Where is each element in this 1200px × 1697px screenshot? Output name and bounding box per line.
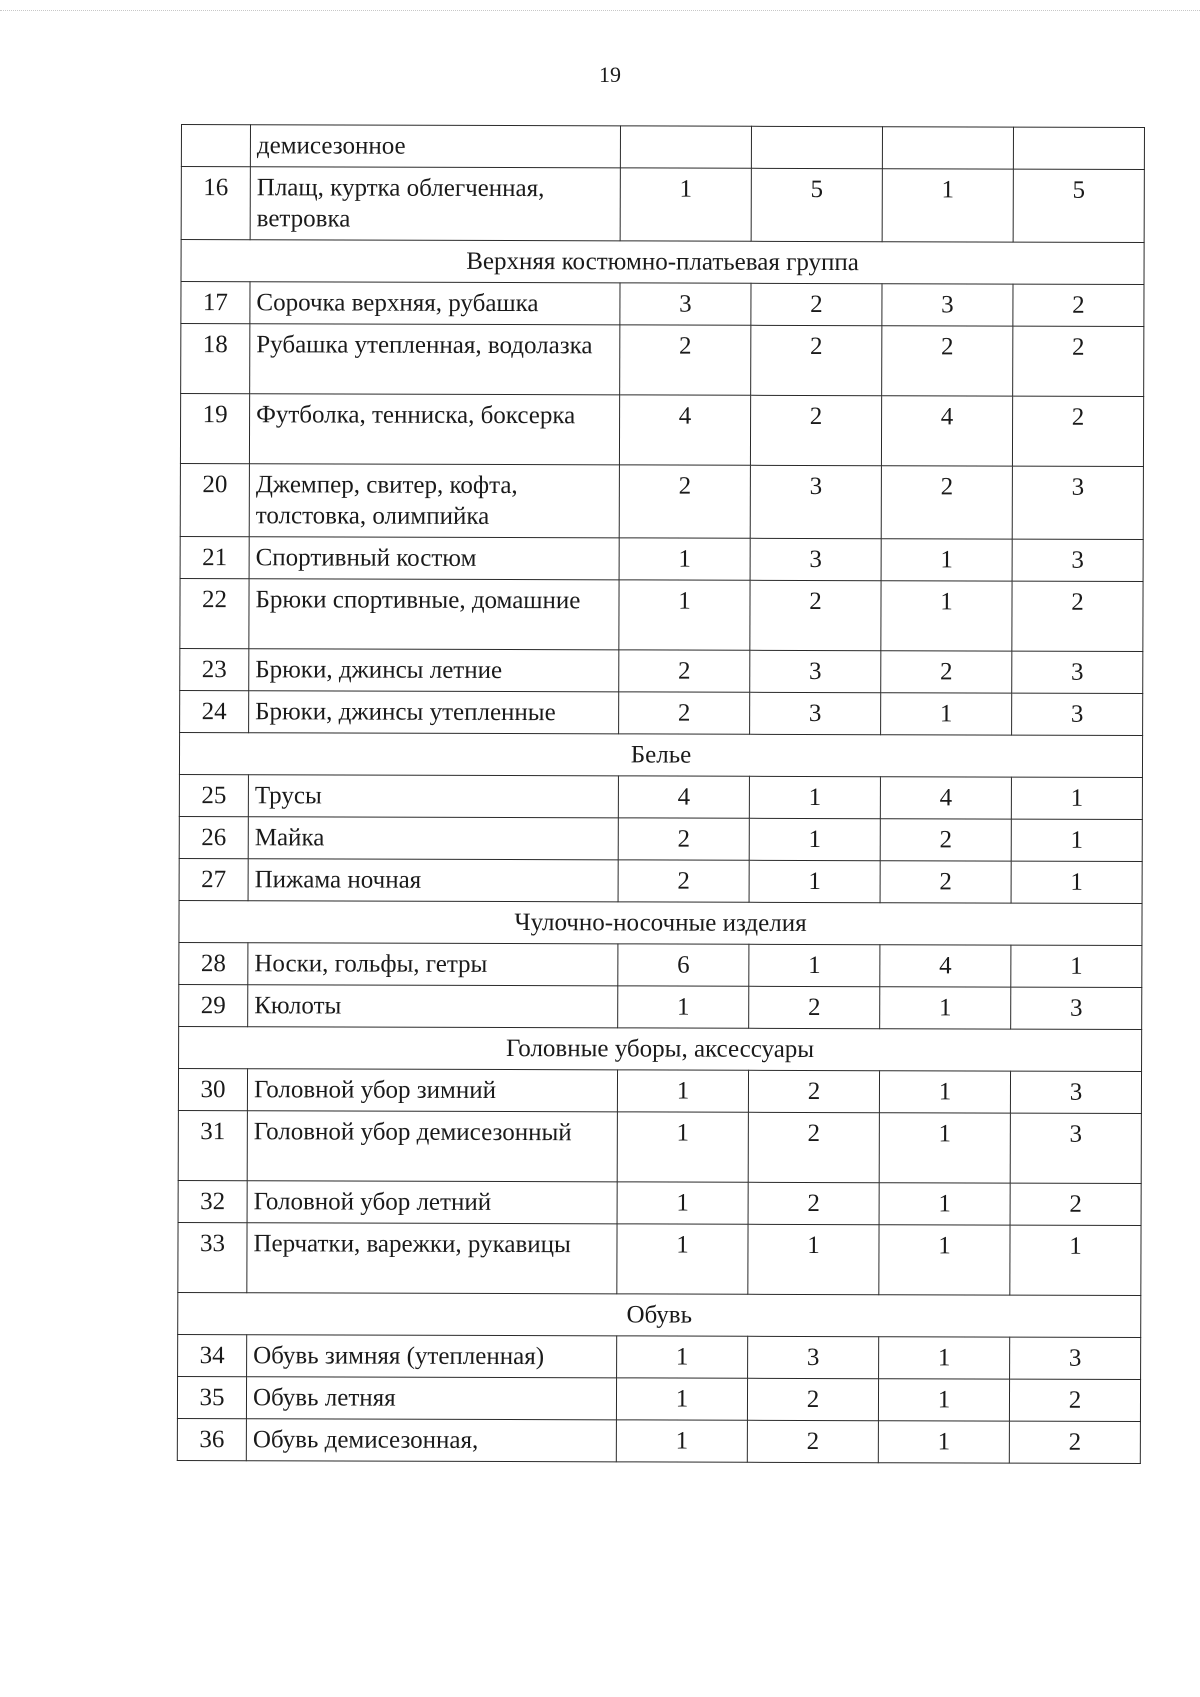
item-value-col-4: 2 bbox=[1013, 284, 1144, 326]
item-number: 27 bbox=[179, 858, 248, 900]
item-number: 29 bbox=[179, 984, 248, 1026]
item-value-col-1: 1 bbox=[616, 1378, 747, 1420]
item-value-col-2: 2 bbox=[748, 1182, 879, 1224]
item-value-col-1 bbox=[620, 126, 751, 168]
item-name: Пижама ночная bbox=[248, 859, 618, 902]
item-value-col-1: 1 bbox=[619, 580, 750, 650]
table-row bbox=[180, 463, 1143, 539]
table-row bbox=[181, 125, 1144, 170]
item-value-col-4: 3 bbox=[1012, 651, 1143, 693]
table-row bbox=[180, 578, 1143, 651]
item-name: Головной убор демисезонный bbox=[247, 1111, 617, 1182]
table-row bbox=[178, 1334, 1141, 1379]
item-value-col-3: 2 bbox=[882, 326, 1013, 396]
item-value-col-3: 1 bbox=[879, 1337, 1010, 1379]
item-value-col-4 bbox=[1013, 127, 1144, 169]
table-row bbox=[179, 942, 1142, 987]
item-value-col-3 bbox=[882, 127, 1013, 169]
item-value-col-3: 3 bbox=[882, 284, 1013, 326]
item-value-col-4: 2 bbox=[1009, 1421, 1140, 1463]
item-value-col-1: 1 bbox=[617, 1224, 748, 1294]
item-value-col-1: 6 bbox=[618, 944, 749, 986]
table-body bbox=[177, 125, 1144, 1464]
table-row bbox=[177, 1376, 1140, 1421]
item-value-col-2: 5 bbox=[751, 168, 882, 241]
table-row bbox=[180, 394, 1143, 467]
item-value-col-2: 2 bbox=[751, 283, 882, 325]
item-value-col-1: 1 bbox=[617, 1112, 748, 1182]
item-name: Брюки спортивные, домашние bbox=[249, 579, 619, 650]
table-row bbox=[179, 774, 1142, 819]
item-value-col-2: 2 bbox=[749, 986, 880, 1028]
item-name: Обувь летняя bbox=[246, 1377, 616, 1420]
item-value-col-1: 2 bbox=[618, 818, 749, 860]
item-value-col-1: 1 bbox=[620, 168, 751, 241]
item-value-col-4: 3 bbox=[1012, 539, 1143, 581]
item-value-col-3: 4 bbox=[881, 396, 1012, 466]
item-name: Майка bbox=[248, 817, 618, 860]
item-value-col-4: 3 bbox=[1012, 693, 1143, 735]
table-row bbox=[181, 282, 1144, 327]
item-value-col-1: 3 bbox=[620, 283, 751, 325]
item-value-col-2: 2 bbox=[747, 1420, 878, 1462]
item-value-col-1: 1 bbox=[616, 1420, 747, 1462]
item-name: Рубашка утепленная, водолазка bbox=[250, 324, 620, 395]
item-value-col-2: 3 bbox=[750, 692, 881, 734]
item-value-col-2: 1 bbox=[749, 944, 880, 986]
section-title: Чулочно-носочные изделия bbox=[179, 900, 1142, 945]
table-row bbox=[179, 984, 1142, 1029]
table-row bbox=[180, 690, 1143, 735]
item-value-col-2: 2 bbox=[748, 1070, 879, 1112]
item-value-col-3: 2 bbox=[880, 861, 1011, 903]
item-value-col-3: 1 bbox=[878, 1379, 1009, 1421]
item-name: Спортивный костюм bbox=[249, 537, 619, 580]
section-title: Обувь bbox=[178, 1292, 1141, 1337]
item-value-col-1: 2 bbox=[620, 325, 751, 395]
item-name: Трусы bbox=[248, 775, 618, 818]
item-value-col-2: 2 bbox=[750, 580, 881, 650]
item-value-col-3: 1 bbox=[882, 169, 1013, 242]
item-number: 24 bbox=[180, 690, 249, 732]
item-value-col-2 bbox=[751, 126, 882, 168]
table-row bbox=[178, 1110, 1141, 1183]
item-name: Головной убор зимний bbox=[247, 1069, 617, 1112]
item-number: 20 bbox=[180, 463, 249, 536]
item-number: 22 bbox=[180, 578, 249, 648]
item-value-col-2: 2 bbox=[748, 1112, 879, 1182]
item-value-col-4: 1 bbox=[1010, 1225, 1141, 1295]
item-value-col-1: 1 bbox=[617, 1336, 748, 1378]
item-name: Футболка, тенниска, боксерка bbox=[249, 394, 619, 465]
item-value-col-3: 1 bbox=[881, 539, 1012, 581]
item-name: Брюки, джинсы летние bbox=[249, 649, 619, 692]
item-value-col-1: 2 bbox=[619, 465, 750, 538]
item-value-col-3: 1 bbox=[878, 1421, 1009, 1463]
item-value-col-2: 3 bbox=[750, 465, 881, 538]
item-value-col-4: 1 bbox=[1011, 945, 1142, 987]
item-value-col-2: 3 bbox=[750, 538, 881, 580]
item-number: 34 bbox=[178, 1334, 247, 1376]
item-value-col-4: 3 bbox=[1010, 1337, 1141, 1379]
item-value-col-4: 3 bbox=[1010, 1113, 1141, 1183]
item-number: 21 bbox=[180, 536, 249, 578]
item-value-col-3: 2 bbox=[881, 466, 1012, 539]
item-value-col-3: 1 bbox=[879, 1225, 1010, 1295]
item-number: 19 bbox=[180, 394, 249, 464]
item-value-col-1: 1 bbox=[619, 538, 750, 580]
item-value-col-3: 2 bbox=[881, 651, 1012, 693]
item-value-col-1: 1 bbox=[618, 986, 749, 1028]
item-name: Перчатки, варежки, рукавицы bbox=[247, 1223, 617, 1294]
item-number: 26 bbox=[179, 816, 248, 858]
table-row bbox=[177, 1418, 1140, 1463]
item-number: 35 bbox=[177, 1376, 246, 1418]
item-value-col-2: 2 bbox=[747, 1378, 878, 1420]
item-number: 23 bbox=[180, 648, 249, 690]
page-number: 19 bbox=[599, 62, 621, 87]
item-value-col-3: 4 bbox=[880, 777, 1011, 819]
item-value-col-1: 4 bbox=[618, 776, 749, 818]
section-row bbox=[179, 732, 1142, 777]
item-name: Обувь демисезонная, bbox=[246, 1419, 616, 1462]
table-row bbox=[179, 858, 1142, 903]
item-name: Носки, гольфы, гетры bbox=[248, 943, 618, 986]
item-value-col-3: 2 bbox=[880, 819, 1011, 861]
item-name: Брюки, джинсы утепленные bbox=[249, 691, 619, 734]
item-value-col-3: 1 bbox=[881, 693, 1012, 735]
table-row bbox=[178, 1068, 1141, 1113]
item-value-col-3: 1 bbox=[881, 581, 1012, 651]
item-value-col-4: 1 bbox=[1011, 819, 1142, 861]
table-row bbox=[181, 167, 1144, 243]
section-row bbox=[179, 1026, 1142, 1071]
item-value-col-4: 3 bbox=[1010, 1071, 1141, 1113]
item-value-col-1: 2 bbox=[619, 692, 750, 734]
item-value-col-1: 1 bbox=[617, 1182, 748, 1224]
item-name: Головной убор летний bbox=[247, 1181, 617, 1224]
item-number bbox=[181, 125, 250, 167]
item-value-col-3: 1 bbox=[879, 1071, 1010, 1113]
item-value-col-4: 2 bbox=[1012, 581, 1143, 651]
item-value-col-3: 4 bbox=[880, 945, 1011, 987]
clothing-norms-table bbox=[177, 124, 1145, 1464]
item-name: Плащ, куртка облегченная, ветровка bbox=[250, 167, 620, 241]
item-value-col-1: 2 bbox=[619, 650, 750, 692]
item-value-col-4: 1 bbox=[1011, 861, 1142, 903]
item-value-col-3: 1 bbox=[880, 987, 1011, 1029]
item-name: Джемпер, свитер, кофта, толстовка, олимпийка bbox=[249, 464, 619, 538]
table-row bbox=[180, 648, 1143, 693]
section-row bbox=[181, 240, 1144, 285]
item-value-col-1: 2 bbox=[618, 860, 749, 902]
item-value-col-4: 1 bbox=[1011, 777, 1142, 819]
item-value-col-4: 2 bbox=[1009, 1379, 1140, 1421]
item-value-col-1: 4 bbox=[619, 395, 750, 465]
item-value-col-3: 1 bbox=[879, 1113, 1010, 1183]
item-value-col-2: 1 bbox=[749, 776, 880, 818]
item-name: Кюлоты bbox=[248, 985, 618, 1028]
item-number: 32 bbox=[178, 1180, 247, 1222]
scan-top-edge bbox=[0, 10, 1200, 11]
table-row bbox=[179, 816, 1142, 861]
item-value-col-2: 1 bbox=[749, 818, 880, 860]
table-row bbox=[180, 536, 1143, 581]
item-value-col-2: 1 bbox=[748, 1224, 879, 1294]
item-value-col-2: 3 bbox=[748, 1336, 879, 1378]
item-value-col-4: 5 bbox=[1013, 169, 1144, 242]
item-value-col-4: 2 bbox=[1012, 396, 1143, 466]
section-row bbox=[179, 900, 1142, 945]
item-number: 33 bbox=[178, 1222, 247, 1292]
item-number: 31 bbox=[178, 1110, 247, 1180]
item-value-col-2: 2 bbox=[750, 395, 881, 465]
item-name: Обувь зимняя (утепленная) bbox=[247, 1335, 617, 1378]
item-value-col-4: 3 bbox=[1011, 987, 1142, 1029]
item-number: 28 bbox=[179, 942, 248, 984]
section-title: Головные уборы, аксессуары bbox=[179, 1026, 1142, 1071]
item-value-col-2: 3 bbox=[750, 650, 881, 692]
item-value-col-1: 1 bbox=[617, 1070, 748, 1112]
item-number: 16 bbox=[181, 167, 250, 240]
item-number: 18 bbox=[181, 324, 250, 394]
item-number: 36 bbox=[177, 1418, 246, 1460]
item-value-col-3: 1 bbox=[879, 1183, 1010, 1225]
section-row bbox=[178, 1292, 1141, 1337]
item-value-col-4: 2 bbox=[1010, 1183, 1141, 1225]
item-value-col-4: 3 bbox=[1012, 466, 1143, 539]
item-value-col-2: 1 bbox=[749, 860, 880, 902]
item-number: 17 bbox=[181, 282, 250, 324]
table-row bbox=[178, 1180, 1141, 1225]
section-title: Белье bbox=[179, 732, 1142, 777]
table-row bbox=[181, 324, 1144, 397]
item-number: 25 bbox=[179, 774, 248, 816]
table-row bbox=[178, 1222, 1141, 1295]
item-value-col-4: 2 bbox=[1013, 326, 1144, 396]
item-name: демисезонное bbox=[250, 125, 620, 168]
item-value-col-2: 2 bbox=[751, 325, 882, 395]
item-number: 30 bbox=[178, 1068, 247, 1110]
item-name: Сорочка верхняя, рубашка bbox=[250, 282, 620, 325]
section-title: Верхняя костюмно-платьевая группа bbox=[181, 240, 1144, 285]
